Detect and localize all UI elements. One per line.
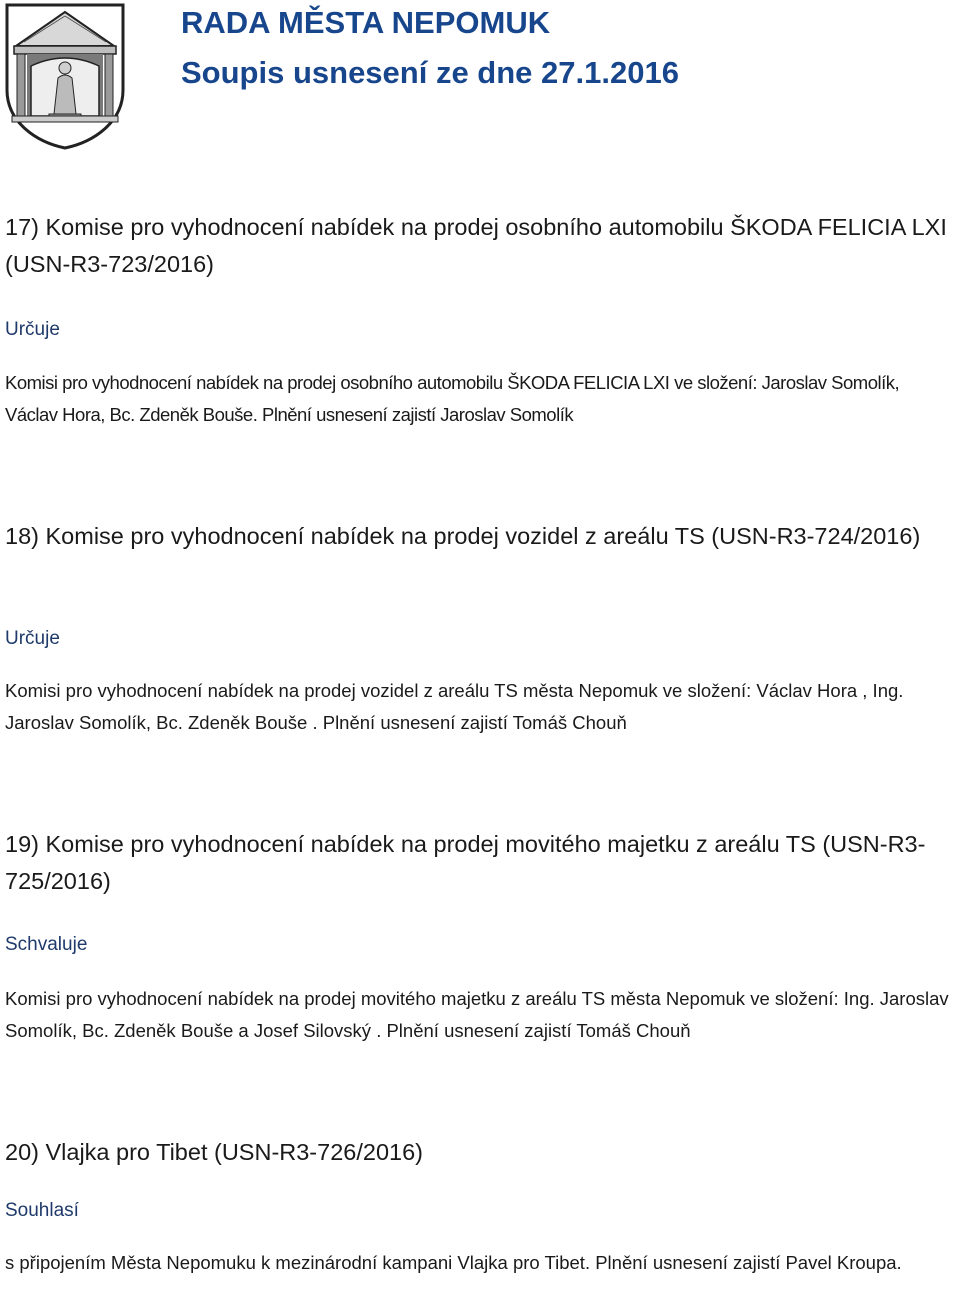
resolution-heading: 17) Komise pro vyhodnocení nabídek na prodej osobního automobilu ŠKODA FELICIA LXI (USN-R3-723/2016) [5,214,947,277]
resolution-heading: 18) Komise pro vyhodnocení nabídek na prodej vozidel z areálu TS (USN-R3-724/2016) [5,523,921,549]
nepomuk-coat-of-arms-icon [4,2,126,150]
resolution-text: Komisi pro vyhodnocení nabídek na prodej vozidel z areálu TS města Nepomuk ve složení: Václav Hora , Ing. Jaroslav Somolík, Bc. Zdeněk Bouše . Plnění usnesení zajistí Tomáš Chouň [5,680,904,733]
resolution-text: Komisi pro vyhodnocení nabídek na prodej movitého majetku z areálu TS města Nepomuk ve složení: Ing. Jaroslav Somolík, Bc. Zdeněk Bouše a Josef Silovský . Plnění usnesení zajistí Tomáš Chouň [5,988,949,1041]
council-title: RADA MĚSTA NEPOMUK [181,5,551,40]
resolution-heading: 19) Komise pro vyhodnocení nabídek na prodej movitého majetku z areálu TS (USN-R3-725/2016) [5,831,926,894]
resolution-text: Komisi pro vyhodnocení nabídek na prodej osobního automobilu ŠKODA FELICIA LXI ve složení: Jaroslav Somolík, Václav Hora, Bc. Zdeněk Bouše. Plnění usnesení zajistí Jaroslav Somolík [5,372,900,425]
resolution-verb: Určuje [5,628,60,649]
resolution-text: s připojením Města Nepomuku k mezinárodní kampani Vlajka pro Tibet. Plnění usnesení zajistí Pavel Kroupa. [5,1252,902,1273]
resolution-verb: Schvaluje [5,934,88,955]
resolution-heading: 20) Vlajka pro Tibet (USN-R3-726/2016) [5,1139,423,1165]
resolutions-date-title: Soupis usnesení ze dne 27.1.2016 [181,55,679,90]
resolution-verb: Určuje [5,319,60,340]
resolution-verb: Souhlasí [5,1200,79,1221]
